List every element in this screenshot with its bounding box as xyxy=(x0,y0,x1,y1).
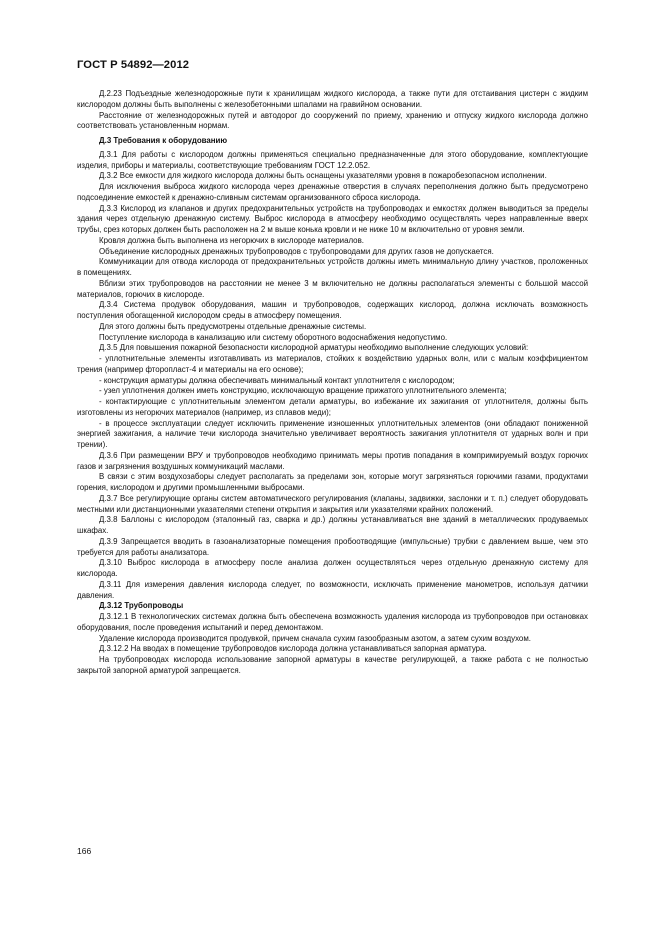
document-body xyxy=(77,89,588,677)
paragraph: Д.3.12.2 На вводах в помещение трубопроводов кислорода должна устанавливаться запорная арматура. xyxy=(99,644,487,654)
paragraph: Для исключения выброса жидкого кислорода через дренажные отверстия в случаях переполнения должно быть предусмотрено подсоединение емкостей к дренажно-сливным системам организованного сброса кислорода. xyxy=(77,182,588,202)
paragraph: Расстояние от железнодорожных путей и автодорог до сооружений по приему, хранению и отпуску жидкого кислорода должно соответствовать установленным нормам. xyxy=(77,110,588,131)
paragraph: Д.3.1 Для работы с кислородом должны применяться специально предназначенные для этого оборудование, комплектующие изделия, приборы и материалы, соответствующие требованиям ГОСТ 12.2.052. xyxy=(77,149,588,170)
paragraph: Д.3.12.1 В технологических системах должна быть обеспечена возможность удаления кислорода из трубопроводов при остановках оборудования, после проведения испытаний и перед демонтажом. xyxy=(77,612,588,632)
paragraph: Д.3.3 Кислород из клапанов и других предохранительных устройств на трубопроводах и емкостях должен выводиться за пределы здания через отдельную дренажную систему. Выброс кислорода в атмосферу необходимо осуществлять через направленные вверх трубы, срез которых должен быть расположен на 2 м выше конька кровли и не ниже 10 м включительно от уровня земли. xyxy=(77,203,588,234)
list-item: - уплотнительные элементы изготавливать из материалов, стойких к воздействию ударных волн, или с малым коэффициентом трения (например фторопласт-4 и материалы на его основе); xyxy=(77,354,588,374)
paragraph: Д.3.9 Запрещается вводить в газоанализаторные помещения пробоотводящие (импульсные) трубки с давлением выше, чем это требуется для работы анализатора. xyxy=(77,536,588,557)
paragraph: Кровля должна быть выполнена из негорючих в кислороде материалов. xyxy=(99,235,364,245)
paragraph: Д.3.4 Система продувок оборудования, машин и трубопроводов, содержащих кислород, должна исключать возможность поступления обогащенной кислородом среды в атмосферу помещения. xyxy=(77,300,588,320)
subsection-heading: Д.3.12 Трубопроводы xyxy=(99,601,184,611)
page-number: 166 xyxy=(77,846,92,856)
list-item: - конструкция арматуры должна обеспечивать минимальный контакт уплотнителя с кислородом; xyxy=(99,375,455,385)
paragraph: Д.3.7 Все регулирующие органы систем автоматического регулирования (клапаны, задвижки, заслонки и т. п.) следует оборудовать местными или дистанционными указателями степени открытия и закрытия или указателями крайних положений. xyxy=(77,493,588,514)
list-item: - в процессе эксплуатации следует исключить применение изношенных уплотнительных элементов (они обладают пониженной энергией зажигания, а наличие течи кислорода значительно увеличивает вероятность зажигания уплотнителя от ударных волн и при трении). xyxy=(77,418,588,449)
paragraph: Д.3.11 Для измерения давления кислорода следует, по возможности, исключать применение манометров, используя датчики давления. xyxy=(77,579,588,600)
paragraph: Для этого должны быть предусмотрены отдельные дренажные системы. xyxy=(99,321,367,331)
paragraph: Д.2.23 Подъездные железнодорожные пути к хранилищам жидкого кислорода, а также пути для отстаивания цистерн с жидким кислородом должны быть выполнены с железобетонными шпалами на гравийном основании. xyxy=(77,89,588,109)
page-header-title: ГОСТ Р 54892—2012 xyxy=(77,59,190,71)
paragraph: Удаление кислорода производится продувкой, причем сначала сухим газообразным азотом, а затем сухим воздухом. xyxy=(99,633,531,643)
paragraph: Д.3.10 Выброс кислорода в атмосферу после анализа должен осуществляться через отдельную дренажную систему для кислорода. xyxy=(77,558,588,578)
paragraph: Объединение кислородных дренажных трубопроводов с трубопроводами для других газов не допускается. xyxy=(99,246,494,256)
paragraph: Д.3.6 При размещении ВРУ и трубопроводов необходимо принимать меры против попадания в компримируемый воздух горючих газов и загрязнения воздушных коммуникаций маслами. xyxy=(77,450,588,471)
paragraph: Д.3.2 Все емкости для жидкого кислорода должны быть оснащены указателями уровня в пожаробезопасном исполнении. xyxy=(99,171,547,181)
paragraph: Поступление кислорода в канализацию или систему оборотного водоснабжения недопустимо. xyxy=(99,332,448,342)
list-item: - узел уплотнения должен иметь конструкцию, исключающую вращение прижатого уплотнительного элемента; xyxy=(99,386,507,396)
list-item: - контактирующие с уплотнительным элементом детали арматуры, во избежание их зажигания от уплотнителя, должны быть изготовлены из негорючих материалов (например, из сплавов меди); xyxy=(77,397,588,417)
paragraph: На трубопроводах кислорода использование запорной арматуры в качестве регулирующей, а также работа с не полностью закрытой запорной арматурой запрещается. xyxy=(77,655,588,675)
paragraph: Вблизи этих трубопроводов на расстоянии не менее 3 м включительно не должны располагаться элементы с большой массой материалов, горючих в кислороде. xyxy=(77,278,588,299)
paragraph: Коммуникации для отвода кислорода от предохранительных устройств должны иметь минимальную длину участков, проложенных в помещениях. xyxy=(77,257,588,277)
paragraph: Д.3.5 Для повышения пожарной безопасности кислородной арматуры необходимо выполнение следующих условий: xyxy=(99,343,529,353)
paragraph: Д.3.8 Баллоны с кислородом (эталонный газ, сварка и др.) должны устанавливаться вне зданий в металлических продуваемых шкафах. xyxy=(77,515,588,535)
section-heading: Д.3 Требования к оборудованию xyxy=(99,136,228,145)
paragraph: В связи с этим воздухозаборы следует располагать за пределами зон, которые могут загрязняться горючими газами, продуктами горения, кислородом и другими промышленными выбросами. xyxy=(77,472,588,492)
